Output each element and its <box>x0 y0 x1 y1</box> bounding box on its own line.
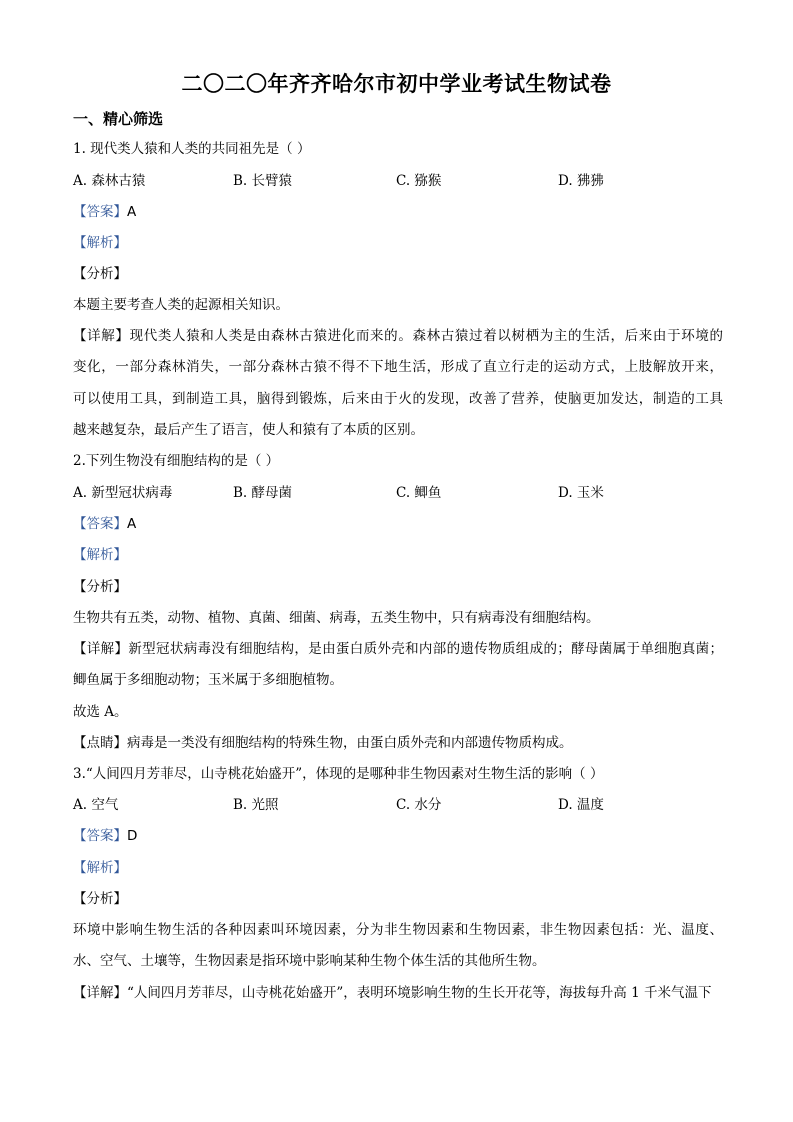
q3-fenxi-label: 【分析】 <box>73 891 127 907</box>
q1-answer-value: A <box>127 204 137 220</box>
q1-option-c: C. 猕猴 <box>396 173 442 189</box>
q1-detail-line: 可以使用工具，到制造工具，脑得到锻炼，后来由于火的发现，改善了营养，使脑更加发达，制造的工具 <box>73 391 723 407</box>
q2-answer-label: 【答案】 <box>73 516 127 532</box>
q2-dianjing: 【点睛】病毒是一类没有细胞结构的特殊生物，由蛋白质外壳和内部遗传物质构成。 <box>73 735 573 751</box>
q1-option-b: B. 长臂猿 <box>233 173 293 189</box>
q3-jiexi-label: 【解析】 <box>73 860 127 876</box>
q2-stem: 2.下列生物没有细胞结构的是（ ） <box>73 453 280 469</box>
q2-conclusion: 故选 A。 <box>73 704 128 720</box>
q3-answer-label: 【答案】 <box>73 828 127 844</box>
q3-option-c: C. 水分 <box>396 797 442 813</box>
q3-detail-line: 【详解】“人间四月芳菲尽，山寺桃花始盛开”，表明环境影响生物的生长开花等，海拔每升高 1 千米气温下 <box>73 985 712 1001</box>
q1-answer-label: 【答案】 <box>73 204 127 220</box>
q1-analysis: 本题主要考查人类的起源相关知识。 <box>73 297 289 313</box>
q2-detail-line: 【详解】新型冠状病毒没有细胞结构，是由蛋白质外壳和内部的遗传物质组成的；酵母菌属于单细胞真菌； <box>73 641 723 657</box>
q3-answer <box>73 826 137 846</box>
q1-stem: 1. 现代类人猿和人类的共同祖先是（ ） <box>73 141 311 157</box>
q2-option-c: C. 鲫鱼 <box>396 485 442 501</box>
section-heading: 一、精心筛选 <box>73 110 164 128</box>
q1-detail-line: 【详解】现代类人猿和人类是由森林古猿进化而来的。森林古猿过着以树栖为主的生活，后来由于环境的 <box>73 328 723 344</box>
q3-option-b: B. 光照 <box>233 797 279 813</box>
q1-option-a: A. 森林古猿 <box>73 173 146 189</box>
q2-detail-line: 鲫鱼属于多细胞动物；玉米属于多细胞植物。 <box>73 672 343 688</box>
q3-option-a: A. 空气 <box>73 797 119 813</box>
q3-analysis-line: 环境中影响生物生活的各种因素叫环境因素，分为非生物因素和生物因素，非生物因素包括：光、温度、 <box>73 922 723 938</box>
q1-jiexi-label: 【解析】 <box>73 235 127 251</box>
q1-fenxi-label: 【分析】 <box>73 266 127 282</box>
q1-detail-line: 变化，一部分森林消失，一部分森林古猿不得不下地生活，形成了直立行走的运动方式，上肢解放开来， <box>73 359 723 375</box>
q3-option-d: D. 温度 <box>558 797 604 813</box>
q2-option-b: B. 酵母菌 <box>233 485 293 501</box>
q3-answer-value: D <box>127 828 138 844</box>
q2-fenxi-label: 【分析】 <box>73 579 127 595</box>
page-title: 二〇二〇年齐齐哈尔市初中学业考试生物试卷 <box>181 72 612 96</box>
q1-option-d: D. 狒狒 <box>558 173 604 189</box>
q2-jiexi-label: 【解析】 <box>73 547 127 563</box>
q1-detail-line: 越来越复杂，最后产生了语言，使人和猿有了本质的区别。 <box>73 422 424 438</box>
q2-answer <box>73 514 136 534</box>
q2-answer-value: A <box>127 516 137 532</box>
q3-analysis-line: 水、空气、土壤等，生物因素是指环境中影响某种生物个体生活的其他所生物。 <box>73 953 546 969</box>
q2-option-a: A. 新型冠状病毒 <box>73 485 173 501</box>
q3-stem: 3.“人间四月芳菲尽，山寺桃花始盛开”，体现的是哪种非生物因素对生物生活的影响（ ） <box>73 766 604 782</box>
q2-analysis: 生物共有五类，动物、植物、真菌、细菌、病毒，五类生物中，只有病毒没有细胞结构。 <box>73 610 600 626</box>
q1-answer <box>73 202 136 222</box>
q2-option-d: D. 玉米 <box>558 485 604 501</box>
